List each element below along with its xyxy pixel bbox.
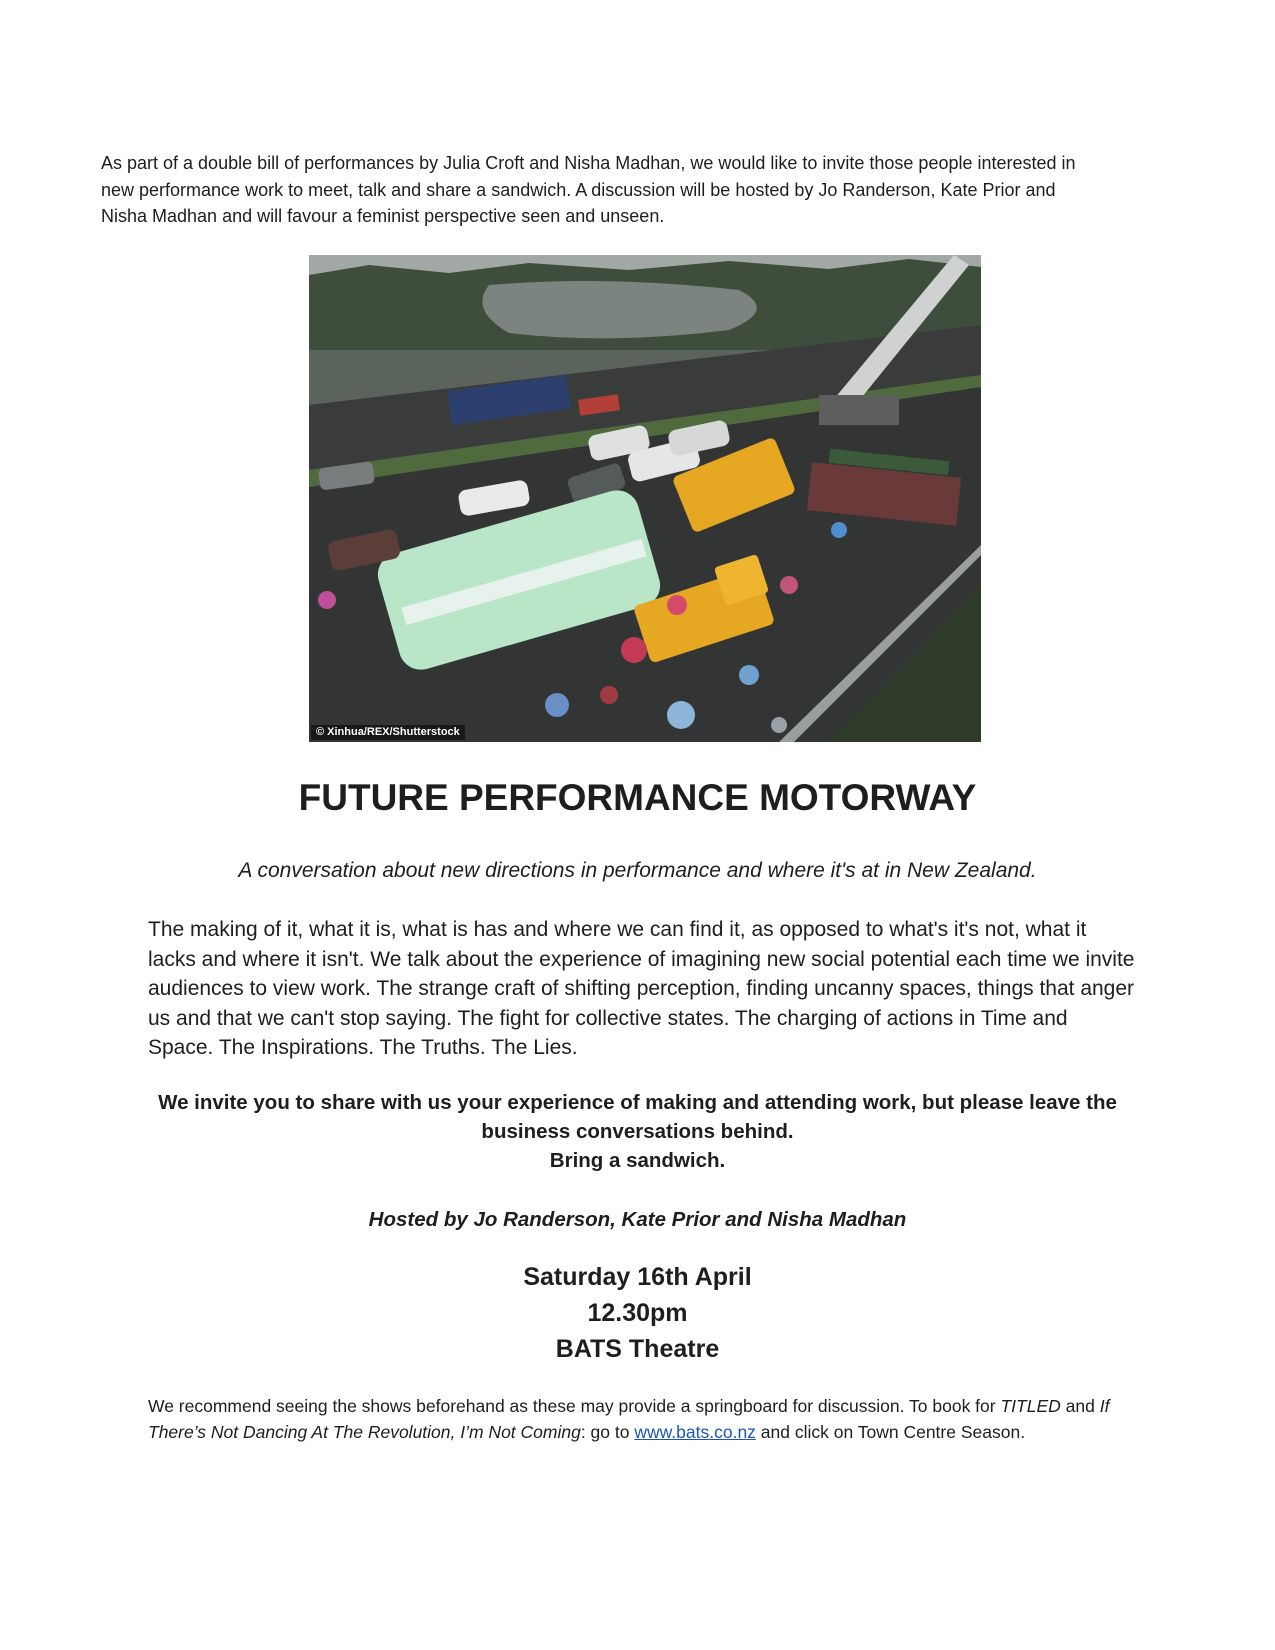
photo-illustration [309, 255, 981, 742]
hosted-by-line: Hosted by Jo Randerson, Kate Prior and Nisha Madhan [368, 1208, 907, 1231]
intro-paragraph: As part of a double bill of performances by Julia Croft and Nisha Madhan, we would like to invite those people interested in new performance work to meet, talk and share a sandwich. A discussion will be hosted by Jo Randerson, Kate Prior and Nisha Madhan and will favour a feminist perspective seen and unseen. [101, 153, 1076, 226]
booking-note-intro: We recommend seeing the shows beforehand as these may provide a springboard for discussion. To book for [148, 1396, 1001, 1416]
event-time: 12.30pm [587, 1299, 688, 1327]
show-title-titled: TITLED [1000, 1396, 1061, 1416]
invitation-line: We invite you to share with us your experience of making and attending work, but please leave the business conversations behind. [158, 1091, 1117, 1143]
subtitle: A conversation about new directions in performance and where it's at in New Zealand. [238, 859, 1037, 882]
invitation-text [150, 1088, 1125, 1175]
booking-note-goto: : go to [580, 1422, 635, 1442]
motorway-crash-photo [309, 255, 981, 742]
description-paragraph: The making of it, what it is, what is has and where we can find it, as opposed to what's it's not, what it lacks and where it isn't. We talk about the experience of imagining new social potential each time we invite audiences to view work. The strange craft of shifting perception, finding uncanny spaces, things that anger us and that we can't stop saying. The fight for collective states. The charging of actions in Time and Space. The Inspirations. The Truths. The Lies. [148, 918, 1135, 1059]
photo-credit: © Xinhua/REX/Shutterstock [311, 725, 465, 740]
show-title-revolution: If There’s Not Dancing At The Revolution, I’m Not Coming [148, 1396, 1110, 1442]
page-title: FUTURE PERFORMANCE MOTORWAY [298, 777, 977, 818]
booking-note-end: and click on Town Centre Season. [755, 1422, 1026, 1442]
event-date: Saturday 16th April [523, 1263, 752, 1291]
booking-note [148, 1393, 1138, 1445]
booking-note-and: and [1060, 1396, 1100, 1416]
bring-sandwich-line: Bring a sandwich. [549, 1149, 726, 1172]
bats-website-link[interactable]: www.bats.co.nz [634, 1422, 756, 1442]
event-venue: BATS Theatre [555, 1335, 720, 1363]
